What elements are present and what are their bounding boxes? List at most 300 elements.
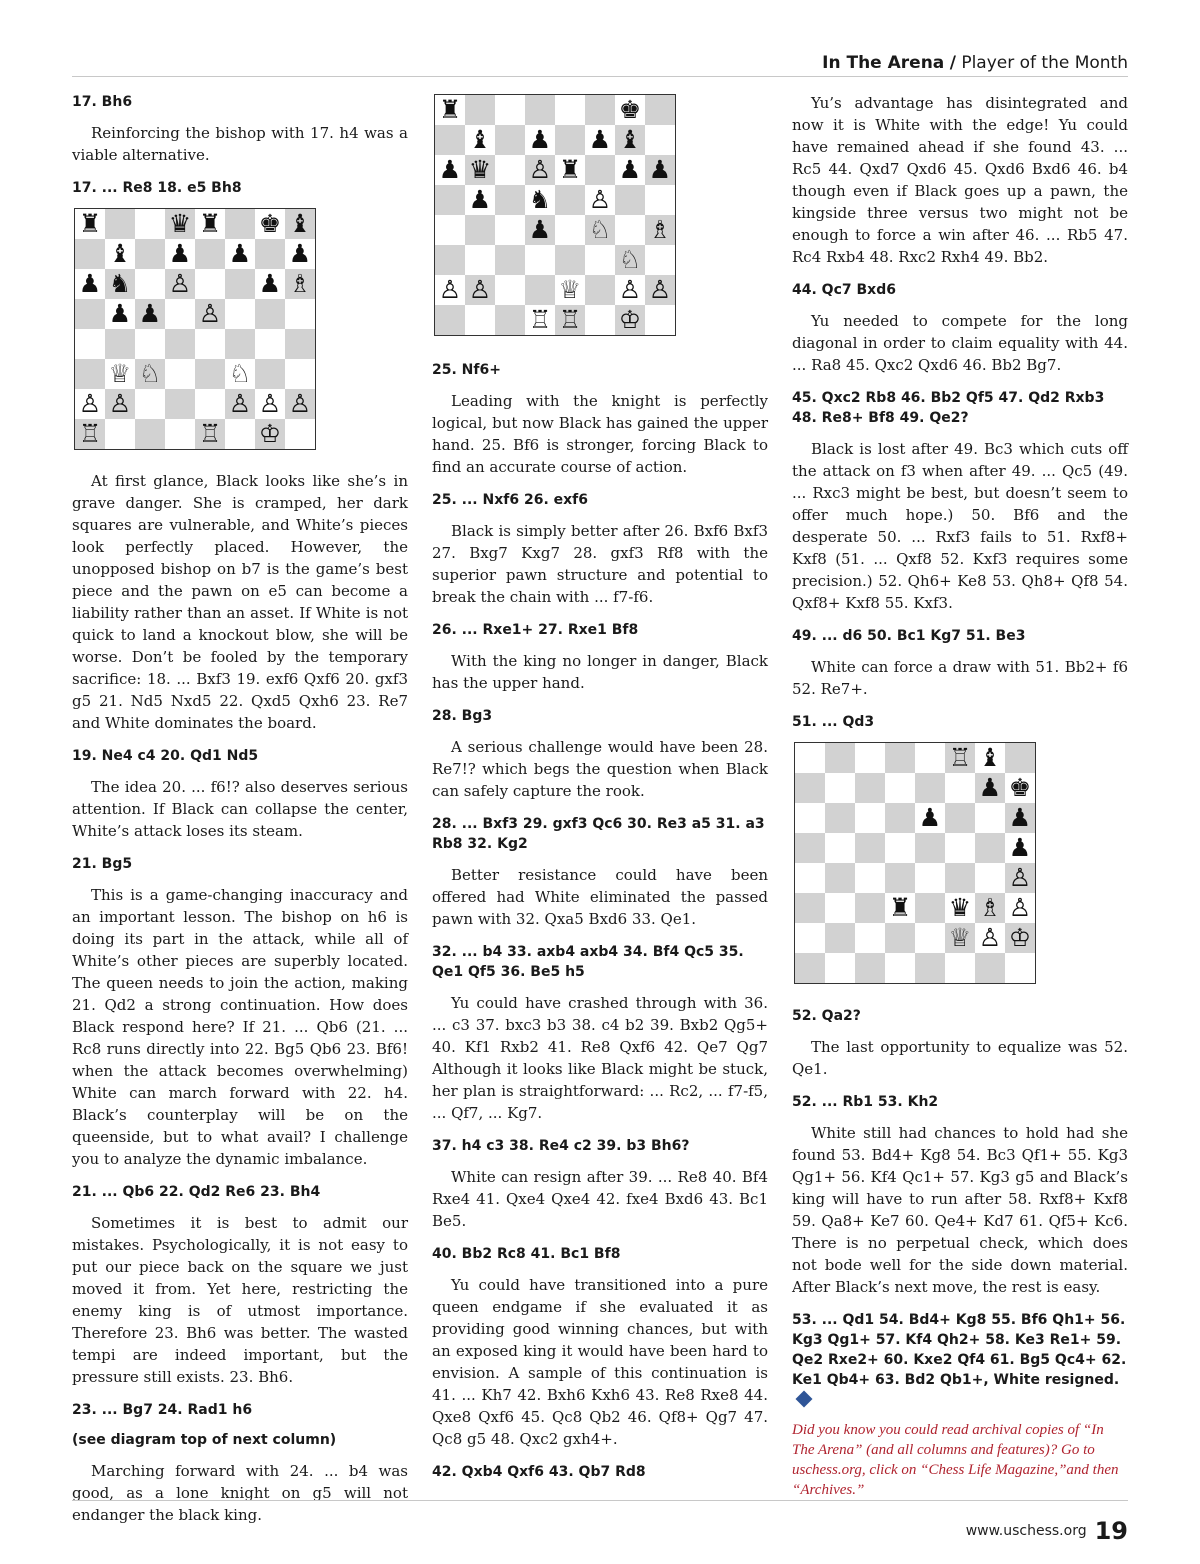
board-square <box>165 239 195 269</box>
move-heading: 44. Qc7 Bxd6 <box>792 282 896 298</box>
black-pawn-icon: ♟ <box>528 125 552 154</box>
board-square <box>225 299 255 329</box>
board-square <box>195 299 225 329</box>
annotation-paragraph: At first glance, Black looks like she’s in grave danger. She is cramped, her dark squares are vulnerable, and White’s pieces look perfectly placed. However, the unopposed bishop on b7 is the game’s best piece and the pawn on e5 can become a liability rather than an asset. If White is not quick to land a knockout blow, she will be worse. Don’t be fooled by the temporary sacrifice: 18. ... Bxf3 19. exf6 Qxf6 20. gxf3 g5 21. Nd5 Nxd5 22. Qxd5 Qxh6 23. Re7 and White dominates the board. <box>72 472 408 732</box>
board-square <box>1005 923 1035 953</box>
move-heading: 25. Nf6+ <box>432 362 501 378</box>
white-pawn-icon: ♙ <box>468 275 492 304</box>
board-square <box>225 359 255 389</box>
white-knight-icon: ♘ <box>588 215 612 244</box>
board-square <box>225 209 255 239</box>
board-square <box>825 833 855 863</box>
annotation-paragraph: Black is simply better after 26. Bxf6 Bxf3 27. Bxg7 Kxg7 28. gxf3 Rf8 with the superior pawn structure and potential to break the chain with ... f7-f6. <box>432 522 768 606</box>
board-square <box>945 833 975 863</box>
board-square <box>75 389 105 419</box>
move-heading: 45. Qxc2 Rb8 46. Bb2 Qf5 47. Qd2 Rxb3 48. Re8+ Bf8 49. Qe2? <box>792 390 1105 426</box>
move-heading: 21. ... Qb6 22. Qd2 Re6 23. Bh4 <box>72 1184 321 1200</box>
black-rook-icon: ♜ <box>438 95 462 124</box>
board-square <box>225 389 255 419</box>
board-square <box>75 299 105 329</box>
board-square <box>495 305 525 335</box>
board-square <box>255 269 285 299</box>
board-square <box>255 389 285 419</box>
board-square <box>495 185 525 215</box>
board-square <box>615 305 645 335</box>
board-square <box>855 773 885 803</box>
annotation-paragraph: Yu’s advantage has disintegrated and now it is White with the edge! Yu could have remained ahead if she found 43. ... Rc5 44. Qxd7 Qxd6 45. Qxd6 Bxd6 46. b4 though even if Black goes up a pawn, the kingside three versus two might not be enough to force a win after 46. ... Rb5 47. Rc4 Rxb4 48. Rxc2 Rxh4 49. Bb2. <box>792 94 1128 266</box>
board-square <box>885 863 915 893</box>
board-square <box>555 305 585 335</box>
board-square <box>135 209 165 239</box>
white-pawn-icon: ♙ <box>258 389 282 418</box>
board-square <box>945 803 975 833</box>
white-queen-icon: ♕ <box>948 923 972 952</box>
header-separator: / <box>949 53 956 73</box>
footer-url[interactable]: www.uschess.org <box>965 1523 1087 1539</box>
board-square <box>945 953 975 983</box>
white-king-icon: ♔ <box>618 305 642 334</box>
board-square <box>75 269 105 299</box>
board-square <box>525 155 555 185</box>
board-square <box>165 269 195 299</box>
board-square <box>555 95 585 125</box>
white-rook-icon: ♖ <box>198 419 222 448</box>
board-square <box>495 275 525 305</box>
board-square <box>615 95 645 125</box>
board-square <box>1005 773 1035 803</box>
board-square <box>165 209 195 239</box>
black-queen-icon: ♛ <box>948 893 972 922</box>
black-pawn-icon: ♟ <box>978 773 1002 802</box>
board-square <box>135 239 165 269</box>
annotation-paragraph: White can resign after 39. ... Re8 40. Bf4 Rxe4 41. Qxe4 Qxe4 42. fxe4 Bxd6 43. Bc1 Be5. <box>432 1168 768 1230</box>
board-square <box>585 125 615 155</box>
board-square <box>75 209 105 239</box>
black-pawn-icon: ♟ <box>258 269 282 298</box>
running-header <box>72 50 1128 77</box>
board-square <box>525 305 555 335</box>
white-pawn-icon: ♙ <box>588 185 612 214</box>
board-square <box>615 215 645 245</box>
board-square <box>165 299 195 329</box>
final-moves-heading <box>792 1310 1128 1410</box>
column-2 <box>432 92 768 1492</box>
board-square <box>225 239 255 269</box>
board-square <box>795 833 825 863</box>
black-pawn-icon: ♟ <box>648 155 672 184</box>
move-heading: 23. ... Bg7 24. Rad1 h6 <box>72 1402 253 1418</box>
white-bishop-icon: ♗ <box>978 893 1002 922</box>
white-pawn-icon: ♙ <box>438 275 462 304</box>
chess-diagram-3 <box>794 742 1036 984</box>
board-square <box>135 329 165 359</box>
column-1 <box>72 92 408 1538</box>
board-square <box>645 185 675 215</box>
board-square <box>915 833 945 863</box>
board-square <box>885 893 915 923</box>
board-square <box>615 155 645 185</box>
board-square <box>645 155 675 185</box>
board-square <box>195 389 225 419</box>
board-square <box>225 329 255 359</box>
page-number: 19 <box>1094 1517 1128 1545</box>
board-square <box>255 239 285 269</box>
black-pawn-icon: ♟ <box>468 185 492 214</box>
board-square <box>885 743 915 773</box>
board-square <box>855 863 885 893</box>
black-pawn-icon: ♟ <box>108 299 132 328</box>
board-square <box>435 185 465 215</box>
board-square <box>195 419 225 449</box>
black-knight-icon: ♞ <box>108 269 132 298</box>
move-heading: 40. Bb2 Rc8 41. Bc1 Bf8 <box>432 1246 621 1262</box>
move-heading: 49. ... d6 50. Bc1 Kg7 51. Be3 <box>792 628 1026 644</box>
board-square <box>585 155 615 185</box>
board-square <box>645 275 675 305</box>
board-square <box>495 125 525 155</box>
board-square <box>555 155 585 185</box>
board-square <box>825 953 855 983</box>
annotation-paragraph: Sometimes it is best to admit our mistakes. Psychologically, it is not easy to put our piece back on the square we just moved it from. Yet here, restricting the enemy king is of utmost importance. Therefore 23. Bh6 was better. The wasted tempi are indeed important, but the pressure still exists. 23. Bh6. <box>72 1214 408 1386</box>
annotation-paragraph: Yu could have crashed through with 36. ... c3 37. bxc3 b3 38. c4 b2 39. Bxb2 Qg5+ 40. Kf1 Rxb2 41. Re8 Qxf6 42. Qe7 Qg7 Although it looks like Black might be stuck, her plan is straightforward: ... Rc2, ... f7-f5, ... Qf7, ... Kg7. <box>432 994 768 1122</box>
move-heading: 28. Bg3 <box>432 708 493 724</box>
black-pawn-icon: ♟ <box>438 155 462 184</box>
board-square <box>975 863 1005 893</box>
board-square <box>105 269 135 299</box>
move-heading: 17. ... Re8 18. e5 Bh8 <box>72 180 242 196</box>
board-square <box>885 803 915 833</box>
board-square <box>615 185 645 215</box>
board-square <box>555 245 585 275</box>
board-square <box>465 215 495 245</box>
move-heading: 19. Ne4 c4 20. Qd1 Nd5 <box>72 748 259 764</box>
black-rook-icon: ♜ <box>888 893 912 922</box>
board-square <box>435 245 465 275</box>
move-heading: 37. h4 c3 38. Re4 c2 39. b3 Bh6? <box>432 1138 690 1154</box>
board-square <box>285 419 315 449</box>
board-square <box>855 833 885 863</box>
white-bishop-icon: ♗ <box>648 215 672 244</box>
board-square <box>195 329 225 359</box>
annotation-paragraph: A serious challenge would have been 28. Re7!? which begs the question when Black can safely capture the rook. <box>432 738 768 800</box>
board-square <box>975 893 1005 923</box>
board-square <box>255 299 285 329</box>
black-rook-icon: ♜ <box>198 209 222 238</box>
move-heading: 51. ... Qd3 <box>792 714 875 730</box>
board-square <box>585 185 615 215</box>
annotation-paragraph: Marching forward with 24. ... b4 was good, as a lone knight on g5 will not endanger the black king. <box>72 1462 408 1524</box>
board-square <box>795 743 825 773</box>
black-pawn-icon: ♟ <box>1008 833 1032 862</box>
board-square <box>495 245 525 275</box>
board-square <box>615 245 645 275</box>
annotation-paragraph: Leading with the knight is perfectly logical, but now Black has gained the upper hand. 25. Bf6 is stronger, forcing Black to find an accurate course of action. <box>432 392 768 476</box>
board-square <box>795 863 825 893</box>
board-square <box>1005 953 1035 983</box>
board-square <box>105 389 135 419</box>
white-pawn-icon: ♙ <box>78 389 102 418</box>
black-king-icon: ♚ <box>258 209 282 238</box>
board-square <box>885 953 915 983</box>
board-square <box>1005 833 1035 863</box>
board-square <box>825 773 855 803</box>
black-pawn-icon: ♟ <box>78 269 102 298</box>
board-square <box>915 773 945 803</box>
board-square <box>465 125 495 155</box>
black-pawn-icon: ♟ <box>138 299 162 328</box>
white-pawn-icon: ♙ <box>618 275 642 304</box>
black-king-icon: ♚ <box>1008 773 1032 802</box>
white-rook-icon: ♖ <box>948 743 972 772</box>
board-square <box>525 185 555 215</box>
footer <box>966 1517 1128 1545</box>
board-square <box>885 773 915 803</box>
black-bishop-icon: ♝ <box>108 239 132 268</box>
board-square <box>435 215 465 245</box>
black-knight-icon: ♞ <box>528 185 552 214</box>
header-subsection: Player of the Month <box>961 53 1128 73</box>
board-square <box>495 95 525 125</box>
board-square <box>465 305 495 335</box>
white-pawn-icon: ♙ <box>528 155 552 184</box>
board-square <box>555 275 585 305</box>
annotation-paragraph: With the king no longer in danger, Black has the upper hand. <box>432 652 768 692</box>
board-square <box>135 389 165 419</box>
board-square <box>285 329 315 359</box>
board-square <box>945 893 975 923</box>
black-rook-icon: ♜ <box>558 155 582 184</box>
white-king-icon: ♔ <box>258 419 282 448</box>
board-square <box>195 359 225 389</box>
board-square <box>435 305 465 335</box>
move-heading: 32. ... b4 33. axb4 axb4 34. Bf4 Qc5 35. Qe1 Qf5 36. Be5 h5 <box>432 944 744 980</box>
white-knight-icon: ♘ <box>228 359 252 388</box>
black-pawn-icon: ♟ <box>618 155 642 184</box>
board-square <box>555 125 585 155</box>
board-square <box>915 893 945 923</box>
black-queen-icon: ♛ <box>468 155 492 184</box>
move-heading: 52. ... Rb1 53. Kh2 <box>792 1094 939 1110</box>
board-square <box>645 245 675 275</box>
board-square <box>75 419 105 449</box>
board-square <box>855 803 885 833</box>
board-square <box>435 95 465 125</box>
board-square <box>585 95 615 125</box>
chess-diagram-1 <box>74 208 316 450</box>
move-heading: 26. ... Rxe1+ 27. Rxe1 Bf8 <box>432 622 639 638</box>
board-square <box>795 773 825 803</box>
board-square <box>555 215 585 245</box>
white-pawn-icon: ♙ <box>1008 893 1032 922</box>
annotation-paragraph: Better resistance could have been offered had White eliminated the passed pawn with 32. Qxa5 Bxd6 33. Qe1. <box>432 866 768 928</box>
board-square <box>435 155 465 185</box>
board-square <box>975 773 1005 803</box>
board-square <box>945 773 975 803</box>
board-square <box>255 359 285 389</box>
board-square <box>855 923 885 953</box>
board-square <box>435 125 465 155</box>
board-square <box>165 329 195 359</box>
board-square <box>645 215 675 245</box>
board-square <box>975 743 1005 773</box>
board-square <box>915 953 945 983</box>
black-bishop-icon: ♝ <box>618 125 642 154</box>
board-square <box>105 419 135 449</box>
board-square <box>75 239 105 269</box>
board-square <box>75 359 105 389</box>
move-heading: 52. Qa2? <box>792 1008 861 1024</box>
white-rook-icon: ♖ <box>78 419 102 448</box>
end-mark-icon <box>796 1391 813 1408</box>
white-pawn-icon: ♙ <box>648 275 672 304</box>
board-square <box>105 209 135 239</box>
board-square <box>195 239 225 269</box>
board-square <box>915 803 945 833</box>
board-square <box>555 185 585 215</box>
board-square <box>225 269 255 299</box>
board-square <box>825 893 855 923</box>
black-pawn-icon: ♟ <box>228 239 252 268</box>
board-square <box>615 275 645 305</box>
board-square <box>825 923 855 953</box>
board-square <box>525 95 555 125</box>
board-square <box>885 923 915 953</box>
chess-diagram-2 <box>434 94 676 336</box>
black-bishop-icon: ♝ <box>978 743 1002 772</box>
board-square <box>585 245 615 275</box>
white-knight-icon: ♘ <box>138 359 162 388</box>
board-square <box>135 299 165 329</box>
black-king-icon: ♚ <box>618 95 642 124</box>
white-rook-icon: ♖ <box>528 305 552 334</box>
move-heading: 21. Bg5 <box>72 856 133 872</box>
board-square <box>915 863 945 893</box>
white-pawn-icon: ♙ <box>288 389 312 418</box>
board-square <box>585 275 615 305</box>
board-square <box>825 803 855 833</box>
black-pawn-icon: ♟ <box>288 239 312 268</box>
archive-note: Did you know you could read archival copies of “In The Arena” (and all columns and features)? Go to uschess.org, click on “Chess Life Magazine,”and then “Archives.” <box>792 1422 1119 1498</box>
black-pawn-icon: ♟ <box>168 239 192 268</box>
white-king-icon: ♔ <box>1008 923 1032 952</box>
board-square <box>285 359 315 389</box>
white-pawn-icon: ♙ <box>978 923 1002 952</box>
board-square <box>285 209 315 239</box>
black-rook-icon: ♜ <box>78 209 102 238</box>
board-square <box>255 209 285 239</box>
board-square <box>855 953 885 983</box>
move-heading: 42. Qxb4 Qxf6 43. Qb7 Rd8 <box>432 1464 646 1480</box>
white-knight-icon: ♘ <box>618 245 642 274</box>
board-square <box>225 419 255 449</box>
board-square <box>105 299 135 329</box>
annotation-paragraph: Black is lost after 49. Bc3 which cuts off the attack on f3 when after 49. ... Qc5 (49. ... Rxc3 might be best, but doesn’t seem to offer much hope.) 50. Bf6 and the desperate 50. ... Rxf3 fails to 51. Rxf8+ Kxf8 (51. ... Qxf8 52. Kxf3 requires some precision.) 52. Qh6+ Ke8 53. Qh8+ Qf8 54. Qxf8+ Kxf8 55. Kxf3. <box>792 440 1128 612</box>
board-square <box>135 269 165 299</box>
board-square <box>945 863 975 893</box>
white-pawn-icon: ♙ <box>228 389 252 418</box>
annotation-paragraph: This is a game-changing inaccuracy and an important lesson. The bishop on h6 is doing its part in the attack, while all of White’s other pieces are superbly located. The queen needs to join the action, making 21. Qd2 a strong continuation. How does Black respond here? If 21. ... Qb6 (21. ... Rc8 runs directly into 22. Bg5 Qb6 23. Bf6! when the attack becomes overwhelming) White can march forward with 22. h4. Black’s counterplay will be on the queenside, but to what avail? I challenge you to analyze the dynamic imbalance. <box>72 886 408 1168</box>
white-queen-icon: ♕ <box>558 275 582 304</box>
board-square <box>945 743 975 773</box>
board-square <box>135 419 165 449</box>
board-square <box>285 269 315 299</box>
annotation-paragraph: White can force a draw with 51. Bb2+ f6 52. Re7+. <box>792 658 1128 698</box>
board-square <box>975 923 1005 953</box>
black-queen-icon: ♛ <box>168 209 192 238</box>
board-square <box>585 215 615 245</box>
white-bishop-icon: ♗ <box>288 269 312 298</box>
move-heading: 17. Bh6 <box>72 94 133 110</box>
board-square <box>1005 803 1035 833</box>
annotation-paragraph: Reinforcing the bishop with 17. h4 was a viable alternative. <box>72 124 408 164</box>
final-moves-text: 53. ... Qd1 54. Bd4+ Kg8 55. Bf6 Qh1+ 56. Kg3 Qg1+ 57. Kf4 Qh2+ 58. Ke3 Re1+ 59. Qe2 Rxe2+ 60. Kxe2 Qf4 61. Bg5 Qc4+ 62. Ke1 Qb4+ 63. Bd2 Qb1+, White resigned. <box>792 1312 1127 1388</box>
white-pawn-icon: ♙ <box>198 299 222 328</box>
board-square <box>795 893 825 923</box>
board-square <box>285 389 315 419</box>
move-heading: 28. ... Bxf3 29. gxf3 Qc6 30. Re3 a5 31. a3 Rb8 32. Kg2 <box>432 816 765 852</box>
board-square <box>855 743 885 773</box>
annotation-paragraph: Yu needed to compete for the long diagonal in order to claim equality with 44. ... Ra8 45. Qxc2 Qxd6 46. Bb2 Bg7. <box>792 312 1128 374</box>
board-square <box>915 743 945 773</box>
board-square <box>285 239 315 269</box>
board-square <box>465 275 495 305</box>
board-square <box>945 923 975 953</box>
header-section: In The Arena <box>822 53 945 73</box>
white-queen-icon: ♕ <box>108 359 132 388</box>
white-rook-icon: ♖ <box>558 305 582 334</box>
board-square <box>255 329 285 359</box>
board-square <box>255 419 285 449</box>
column-3 <box>792 92 1128 1500</box>
board-square <box>75 329 105 359</box>
move-heading: 25. ... Nxf6 26. exf6 <box>432 492 588 508</box>
board-square <box>195 269 225 299</box>
black-pawn-icon: ♟ <box>588 125 612 154</box>
board-square <box>975 953 1005 983</box>
black-bishop-icon: ♝ <box>468 125 492 154</box>
board-square <box>465 245 495 275</box>
diagram-reference: (see diagram top of next column) <box>72 1432 337 1448</box>
board-square <box>525 125 555 155</box>
black-pawn-icon: ♟ <box>528 215 552 244</box>
board-square <box>285 299 315 329</box>
board-square <box>975 803 1005 833</box>
board-square <box>465 185 495 215</box>
board-square <box>795 923 825 953</box>
board-square <box>165 419 195 449</box>
board-square <box>435 275 465 305</box>
footer-rule <box>72 1500 1128 1501</box>
board-square <box>795 953 825 983</box>
annotation-paragraph: White still had chances to hold had she found 53. Bd4+ Kg8 54. Bc3 Qf1+ 55. Kg3 Qg1+ 56. Kf4 Qc1+ 57. Kg3 g5 and Black’s king will have to run after 58. Rxf8+ Kxf8 59. Qa8+ Ke7 60. Qe4+ Kd7 61. Qf5+ Kc6. There is no perpetual check, which does not bode well for the side down material. After Black’s next move, the rest is easy. <box>792 1124 1128 1296</box>
board-square <box>585 305 615 335</box>
board-square <box>1005 743 1035 773</box>
annotation-paragraph: The idea 20. ... f6!? also deserves serious attention. If Black can collapse the center, White’s attack loses its steam. <box>72 778 408 840</box>
board-square <box>525 275 555 305</box>
board-square <box>135 359 165 389</box>
board-square <box>105 359 135 389</box>
board-square <box>1005 893 1035 923</box>
board-square <box>645 305 675 335</box>
board-square <box>885 833 915 863</box>
board-square <box>795 803 825 833</box>
board-square <box>525 245 555 275</box>
board-square <box>645 125 675 155</box>
board-square <box>165 389 195 419</box>
annotation-paragraph: Yu could have transitioned into a pure queen endgame if she evaluated it as providing good winning chances, but with an exposed king it would have been hard to envision. A sample of this continuation is 41. ... Kh7 42. Bxh6 Kxh6 43. Re8 Rxe8 44. Qxe8 Qxf6 45. Qc8 Qb2 46. Qf8+ Qg7 47. Qc8 g5 48. Qxc2 gxh4+. <box>432 1276 768 1448</box>
board-square <box>915 923 945 953</box>
board-square <box>855 893 885 923</box>
